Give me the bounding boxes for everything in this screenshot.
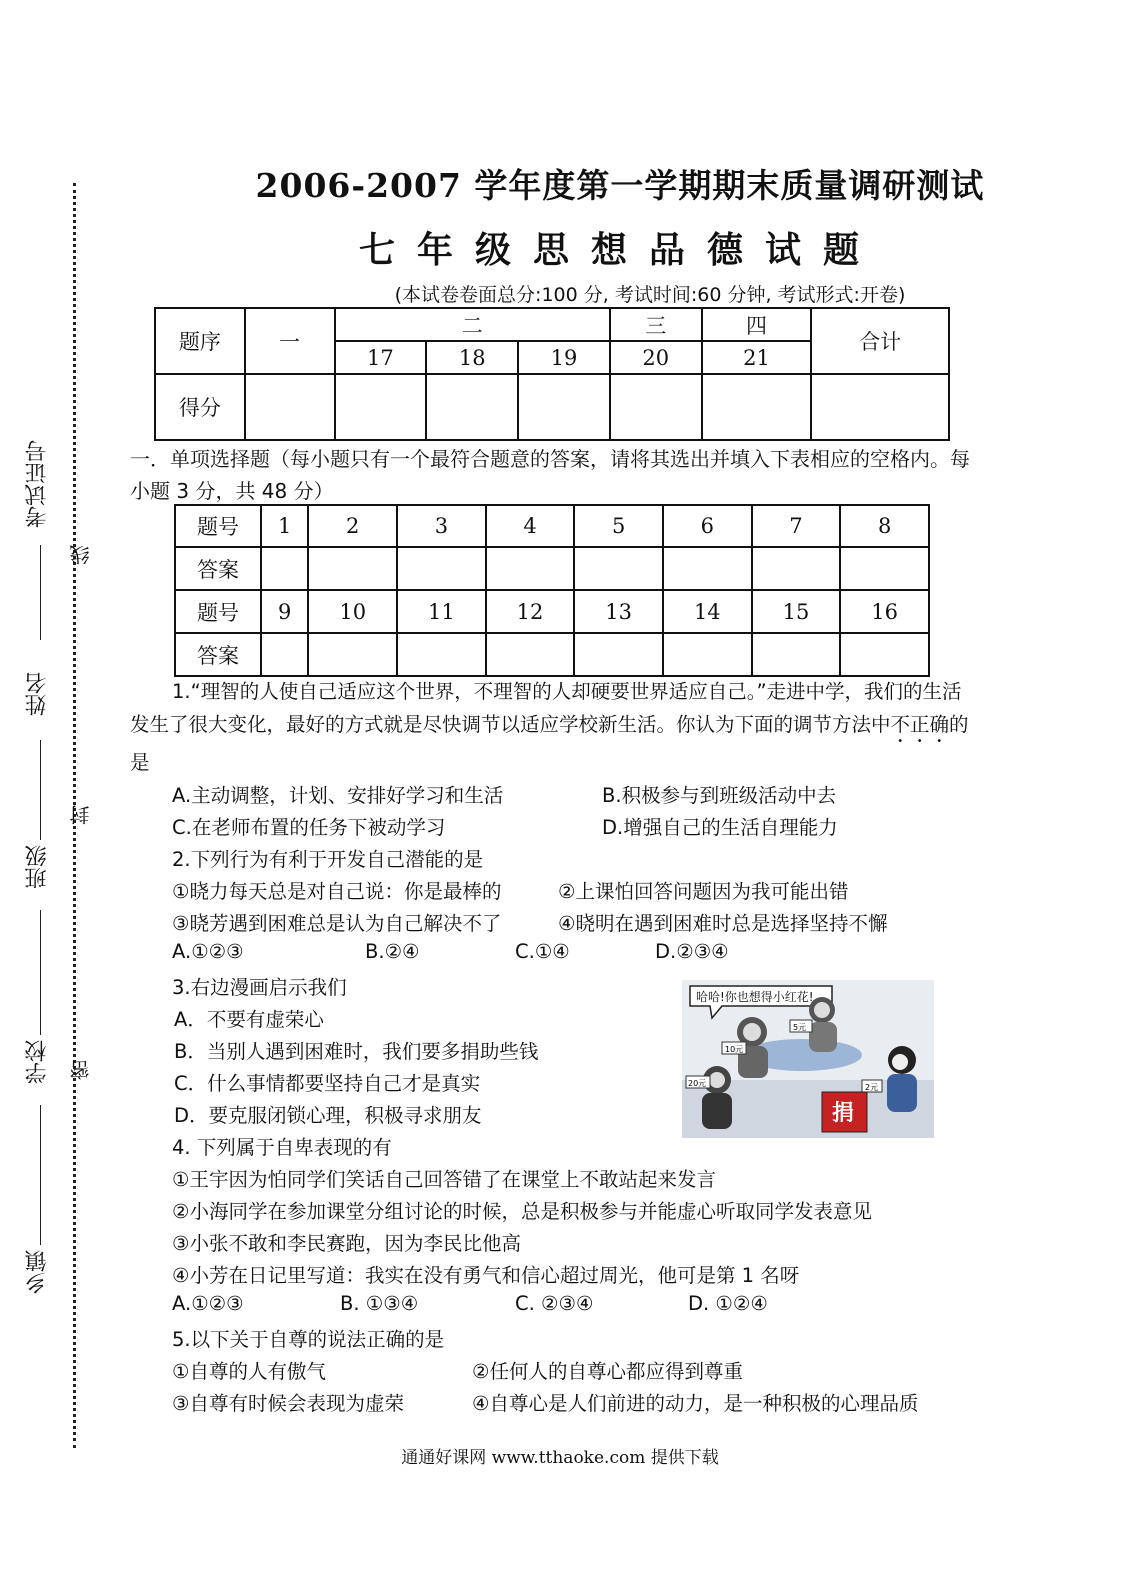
page-footer: 通通好课网 www.tthaoke.com 提供下载	[401, 1448, 719, 1468]
answer-cell[interactable]	[261, 633, 308, 676]
q4-option-b[interactable]: B. ①③④	[340, 1292, 419, 1315]
q1-option-c[interactable]: C.在老师布置的任务下被动学习	[172, 816, 446, 839]
score-label: 得分	[155, 374, 245, 440]
q4-stem: 4. 下列属于自卑表现的有	[172, 1136, 392, 1159]
q3-stem: 3.右边漫画启示我们	[172, 976, 347, 999]
answer-cell[interactable]	[261, 547, 308, 590]
answer-cell[interactable]	[840, 547, 929, 590]
q3-option-c[interactable]: C．什么事情都要坚持自己才是真实	[174, 1072, 481, 1095]
question-number: 4	[486, 505, 575, 547]
cartoon-figure-body	[887, 1074, 917, 1112]
question-number: 7	[752, 505, 841, 547]
score-row-label: 题序	[155, 308, 245, 374]
donation-cartoon-image	[682, 980, 934, 1138]
q2-item-1: ①晓力每天总是对自己说：你是最棒的	[172, 880, 502, 903]
q5-item-3: ③自尊有时候会表现为虚荣	[172, 1392, 404, 1415]
section-4-header: 四	[702, 308, 812, 341]
page-title: 2006-2007 学年度第一学期期末质量调研测试	[255, 166, 985, 205]
question-number: 1	[261, 505, 308, 547]
mark-line: 线	[69, 545, 93, 565]
q1-option-b[interactable]: B.积极参与到班级活动中去	[602, 784, 837, 807]
name-label: 姓名	[25, 672, 50, 716]
score-cell[interactable]	[335, 374, 427, 440]
answer-cell[interactable]	[840, 633, 929, 676]
q4-item-4: ④小芳在日记里写道：我实在没有勇气和信心超过周光，他可是第 1 名呀	[172, 1264, 800, 1287]
answer-cell[interactable]	[663, 547, 752, 590]
cartoon-figure-face	[743, 1023, 761, 1041]
question-number-label: 题号	[175, 505, 261, 547]
township-label: 乡镇	[25, 1250, 50, 1294]
q1-stem-end: 的是	[130, 712, 969, 774]
q5-stem: 5.以下关于自尊的说法正确的是	[172, 1328, 445, 1351]
q3-option-d[interactable]: D．要克服闭锁心理，积极寻求朋友	[174, 1104, 482, 1127]
q4-option-c[interactable]: C. ②③④	[515, 1292, 594, 1315]
q4-option-a[interactable]: A.①②③	[172, 1292, 244, 1315]
item-17: 17	[335, 341, 427, 374]
q3-option-a[interactable]: A．不要有虚荣心	[174, 1008, 324, 1031]
question-number: 15	[752, 590, 841, 633]
cartoon-figure-body	[809, 1022, 837, 1052]
answer-cell[interactable]	[486, 547, 575, 590]
score-cell[interactable]	[811, 374, 949, 440]
question-number: 6	[663, 505, 752, 547]
question-number: 16	[840, 590, 929, 633]
q2-option-b[interactable]: B.②④	[365, 940, 420, 963]
question-number-label: 题号	[175, 590, 261, 633]
q2-option-d[interactable]: D.②③④	[655, 940, 729, 963]
score-cell[interactable]	[702, 374, 812, 440]
question-number: 12	[486, 590, 575, 633]
question-number: 11	[397, 590, 486, 633]
mark-secret: 密	[69, 1060, 93, 1080]
answer-cell[interactable]	[486, 633, 575, 676]
q1-stem	[130, 676, 980, 779]
answer-cell[interactable]	[752, 547, 841, 590]
exam-info: (本试卷卷面总分:100 分, 考试时间:60 分钟, 考试形式:开卷)	[394, 284, 906, 306]
answer-cell[interactable]	[397, 547, 486, 590]
answer-label: 答案	[175, 547, 261, 590]
answer-cell[interactable]	[397, 633, 486, 676]
question-number: 3	[397, 505, 486, 547]
answer-cell[interactable]	[663, 633, 752, 676]
mark-seal: 封	[69, 805, 93, 825]
q1-option-a[interactable]: A.主动调整，计划、安排好学习和生活	[172, 784, 504, 807]
question-number: 10	[308, 590, 397, 633]
section-1-heading: 一．单项选择题（每小题只有一个最符合题意的答案，请将其选出并填入下表相应的空格内。每小题 3 分，共 48 分）	[130, 447, 970, 503]
money-note-text: 20元	[688, 1079, 707, 1088]
q2-option-c[interactable]: C.①④	[515, 940, 570, 963]
q2-item-2: ②上课怕回答问题因为我可能出错	[558, 880, 849, 903]
cartoon-figure-face	[892, 1054, 908, 1070]
speech-bubble-text: 哈哈!你也想得小红花!	[696, 990, 814, 1004]
score-cell[interactable]	[426, 374, 518, 440]
answer-label: 答案	[175, 633, 261, 676]
score-cell[interactable]	[245, 374, 335, 440]
school-line	[40, 1105, 41, 1245]
q5-item-4: ④自尊心是人们前进的动力，是一种积极的心理品质	[472, 1392, 919, 1415]
section-2-header: 二	[335, 308, 610, 341]
question-number: 9	[261, 590, 308, 633]
q5-item-2: ②任何人的自尊心都应得到尊重	[472, 1360, 743, 1383]
exam-id-label: 考试证号	[25, 440, 50, 528]
q3-option-b[interactable]: B．当别人遇到困难时，我们要多捐助些钱	[174, 1040, 539, 1063]
total-header: 合计	[811, 308, 949, 374]
money-note-text: 5元	[793, 1023, 807, 1032]
score-cell[interactable]	[518, 374, 610, 440]
q2-item-3: ③晓芳遇到困难总是认为自己解决不了	[172, 912, 502, 935]
q5-item-1: ①自尊的人有傲气	[172, 1360, 326, 1383]
answer-cell[interactable]	[574, 633, 663, 676]
q2-item-4: ④晓明在遇到困难时总是选择坚持不懈	[558, 912, 888, 935]
score-cell[interactable]	[610, 374, 702, 440]
q4-item-1: ①王宇因为怕同学们笑话自己回答错了在课堂上不敢站起来发言	[172, 1168, 716, 1191]
money-note-text: 2元	[865, 1083, 879, 1092]
cartoon-figure-face	[709, 1072, 725, 1088]
question-number: 2	[308, 505, 397, 547]
score-table	[154, 307, 950, 441]
school-label: 学校	[25, 1040, 50, 1084]
money-note-text: 10元	[725, 1045, 744, 1054]
answer-cell[interactable]	[574, 547, 663, 590]
item-20: 20	[610, 341, 702, 374]
question-number: 14	[663, 590, 752, 633]
exam-id-line	[40, 545, 41, 640]
section-3-header: 三	[610, 308, 702, 341]
answer-cell[interactable]	[752, 633, 841, 676]
item-19: 19	[518, 341, 610, 374]
q4-item-2: ②小海同学在参加课堂分组讨论的时候，总是积极参与并能虚心听取同学发表意见	[172, 1200, 872, 1223]
q1-stem-emphasis: 不正确	[890, 712, 950, 736]
item-18: 18	[426, 341, 518, 374]
name-line	[40, 740, 41, 840]
question-number: 13	[574, 590, 663, 633]
cartoon-figure-face	[814, 1002, 830, 1018]
item-21: 21	[702, 341, 812, 374]
class-label: 班级	[25, 845, 50, 889]
answer-table	[174, 504, 930, 677]
answer-cell[interactable]	[308, 633, 397, 676]
question-number: 5	[574, 505, 663, 547]
cartoon-figure-body	[702, 1093, 732, 1129]
page-subtitle: 七年级思想品德试题	[358, 229, 881, 271]
q2-stem: 2.下列行为有利于开发自己潜能的是	[172, 848, 484, 871]
q1-stem-text: 1.“理智的人使自己适应这个世界，不理智的人却硬要世界适应自己。”走进中学，我们的生活发生了很大变化，最好的方式就是尽快调节以适应学校新生活。你认为下面的调节方法中	[130, 680, 962, 736]
q4-option-d[interactable]: D. ①②④	[688, 1292, 768, 1315]
question-number: 8	[840, 505, 929, 547]
donation-box-text: 捐	[832, 1101, 855, 1126]
q1-option-d[interactable]: D.增强自己的生活自理能力	[602, 816, 838, 839]
class-line	[40, 910, 41, 1035]
q2-option-a[interactable]: A.①②③	[172, 940, 244, 963]
q4-item-3: ③小张不敢和李民赛跑，因为李民比他高	[172, 1232, 521, 1255]
section-1-header: 一	[245, 308, 335, 374]
answer-cell[interactable]	[308, 547, 397, 590]
